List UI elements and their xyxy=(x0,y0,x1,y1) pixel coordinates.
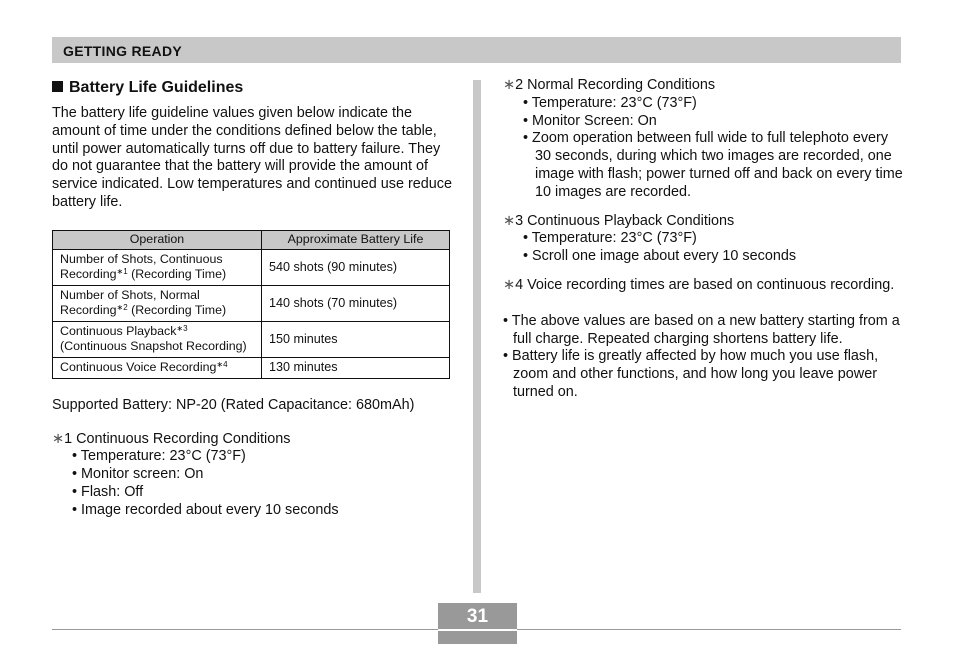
note-title: ∗1 Continuous Recording Conditions xyxy=(52,430,291,447)
column-divider xyxy=(473,80,481,593)
note-title: ∗3 Continuous Playback Conditions xyxy=(503,212,735,229)
list-item: • Zoom operation between full wide to full telephoto every 30 seconds, during which two images are recorded, one image with flash; power turned off and back on every time 10 images are recorded. xyxy=(523,130,903,200)
table-row xyxy=(53,249,450,285)
list-item: • Image recorded about every 10 seconds xyxy=(72,501,339,518)
list-item: • Battery life is greatly affected by how much you use flash, zoom and other functions, and how long you leave power turned on. xyxy=(503,348,879,400)
battery-life-table xyxy=(52,230,450,379)
table-header-row xyxy=(53,230,450,249)
supported-battery: Supported Battery: NP-20 (Rated Capacitance: 680mAh) xyxy=(52,396,415,413)
column-header: Operation xyxy=(53,230,262,249)
operation-cell: Number of Shots, Continuous Recording$^{∗1}$ (Recording Time) xyxy=(53,249,262,285)
battery-life-cell: 140 shots (70 minutes) xyxy=(262,285,450,321)
footnote-mark: ∗3 xyxy=(176,323,188,333)
intro-paragraph: The battery life guideline values given below indicate the amount of time under the conditions defined below the table, until power automatically turns off due to battery failure. They do not guarantee that the battery will provide the amount of service indicated. Low temperatures and continued use reduce battery life. xyxy=(52,105,452,210)
right-column xyxy=(503,77,903,402)
table-row xyxy=(53,357,450,378)
footnote-mark: ∗1 xyxy=(116,267,128,277)
note-1 xyxy=(52,431,452,520)
section-header: GETTING READY xyxy=(63,43,183,59)
list-item: • Temperature: 23°C (73°F) xyxy=(72,448,246,465)
note-list xyxy=(503,230,903,266)
list-item: • Temperature: 23°C (73°F) xyxy=(523,230,697,247)
page-number-box xyxy=(438,603,517,645)
battery-life-cell: 130 minutes xyxy=(262,357,450,378)
note-text: ∗4 Voice recording times are based on continuous recording. xyxy=(503,276,895,293)
operation-cell: Number of Shots, Normal Recording$^{∗2}$ (Recording Time) xyxy=(53,285,262,321)
list-item: • Scroll one image about every 10 seconds xyxy=(523,248,797,265)
table-row xyxy=(53,321,450,357)
note-2 xyxy=(503,77,903,202)
column-header: Approximate Battery Life xyxy=(262,230,450,249)
battery-life-cell: 150 minutes xyxy=(262,321,450,357)
list-item: • Flash: Off xyxy=(72,483,144,500)
operation-cell: Continuous Playback$^{∗3}$ (Continuous Snapshot Recording) xyxy=(53,321,262,357)
list-item: • The above values are based on a new battery starting from a full charge. Repeated charging shortens battery life. xyxy=(503,312,900,347)
list-item: • Monitor screen: On xyxy=(72,466,204,483)
note-4 xyxy=(503,277,903,295)
table-row xyxy=(53,285,450,321)
left-column xyxy=(52,78,452,531)
footnote-mark: ∗2 xyxy=(116,303,128,313)
note-list xyxy=(503,95,903,202)
general-notes-list xyxy=(503,313,903,402)
section-title: Battery Life Guidelines xyxy=(52,78,452,98)
section-header-bar xyxy=(52,37,901,63)
battery-life-cell: 540 shots (90 minutes) xyxy=(262,249,450,285)
list-item: • Monitor Screen: On xyxy=(523,112,657,129)
operation-cell: Continuous Voice Recording$^{∗4}$ xyxy=(53,357,262,378)
note-3 xyxy=(503,213,903,266)
square-bullet-icon xyxy=(52,81,63,92)
note-title: ∗2 Normal Recording Conditions xyxy=(503,77,716,93)
note-list xyxy=(52,448,452,519)
page-number: 31 xyxy=(438,603,517,629)
list-item: • Temperature: 23°C (73°F) xyxy=(523,94,697,111)
footnote-mark: ∗4 xyxy=(216,360,228,370)
